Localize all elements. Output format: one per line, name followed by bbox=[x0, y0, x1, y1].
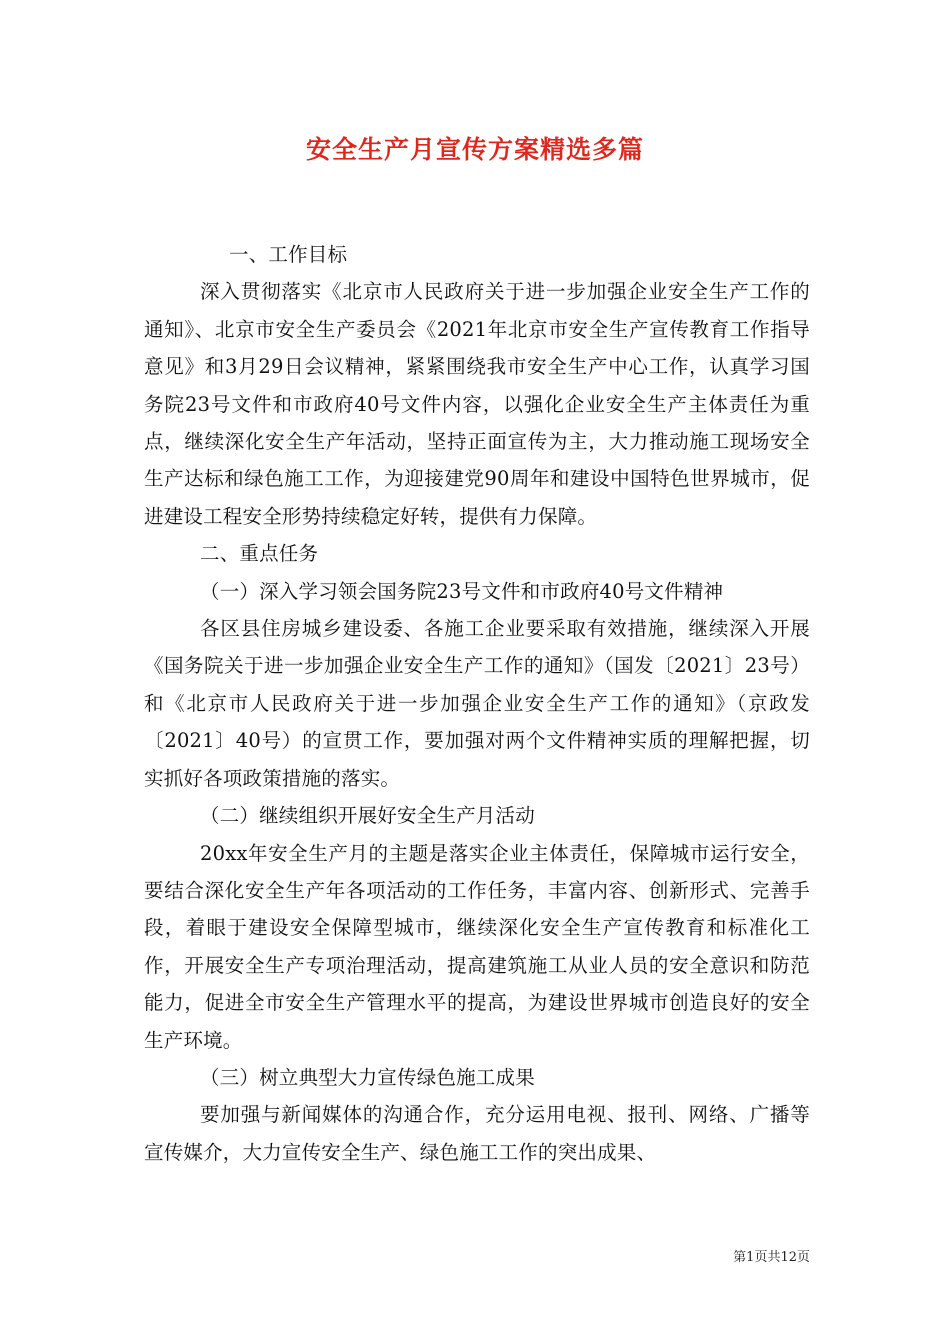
subheading-task-1: （一）深入学习领会国务院23号文件和市政府40号文件精神 bbox=[200, 579, 724, 603]
document-body bbox=[144, 236, 810, 1171]
section-heading-tasks: 二、重点任务 bbox=[200, 542, 319, 566]
paragraph-task-1: 各区县住房城乡建设委、各施工企业要采取有效措施，继续深入开展《国务院关于进一步加强企业安全生产工作的通知》（国发〔2021〕23号）和《北京市人民政府关于进一步加强企业安全生产工作的通知》（京政发〔2021〕40号）的宣贯工作，要加强对两个文件精神实质的理解把握，切实抓好各项政策措施的落实。 bbox=[144, 617, 810, 790]
paragraph-task-2: 20xx年安全生产月的主题是落实企业主体责任，保障城市运行安全，要结合深化安全生产年各项活动的工作任务，丰富内容、创新形式、完善手段，着眼于建设安全保障型城市，继续深化安全生产宣传教育和标准化工作，开展安全生产专项治理活动，提高建筑施工从业人员的安全意识和防范能力，促进全市安全生产管理水平的提高，为建设世界城市创造良好的安全生产环境。 bbox=[144, 841, 810, 1052]
section-heading-goals: 一、工作目标 bbox=[229, 243, 348, 266]
paragraph-goals: 深入贯彻落实《北京市人民政府关于进一步加强企业安全生产工作的通知》、北京市安全生产委员会《2021年北京市安全生产宣传教育工作指导意见》和3月29日会议精神，紧紧围绕我市安全生产中心工作，认真学习国务院23号文件和市政府40号文件内容，以强化企业安全生产主体责任为重点，继续深化安全生产年活动，坚持正面宣传为主，大力推动施工现场安全生产达标和绿色施工工作，为迎接建党90周年和建设中国特色世界城市，促进建设工程安全形势持续稳定好转，提供有力保障。 bbox=[144, 280, 810, 528]
subheading-task-3: （三）树立典型大力宣传绿色施工成果 bbox=[200, 1065, 535, 1089]
subheading-task-2: （二）继续组织开展好安全生产月活动 bbox=[200, 804, 535, 828]
paragraph-task-3: 要加强与新闻媒体的沟通合作，充分运用电视、报刊、网络、广播等宣传媒介，大力宣传安全生产、绿色施工工作的突出成果、 bbox=[144, 1103, 810, 1164]
page-number: 第1页共12页 bbox=[733, 1250, 810, 1265]
document-title: 安全生产月宣传方案精选多篇 bbox=[305, 135, 644, 164]
